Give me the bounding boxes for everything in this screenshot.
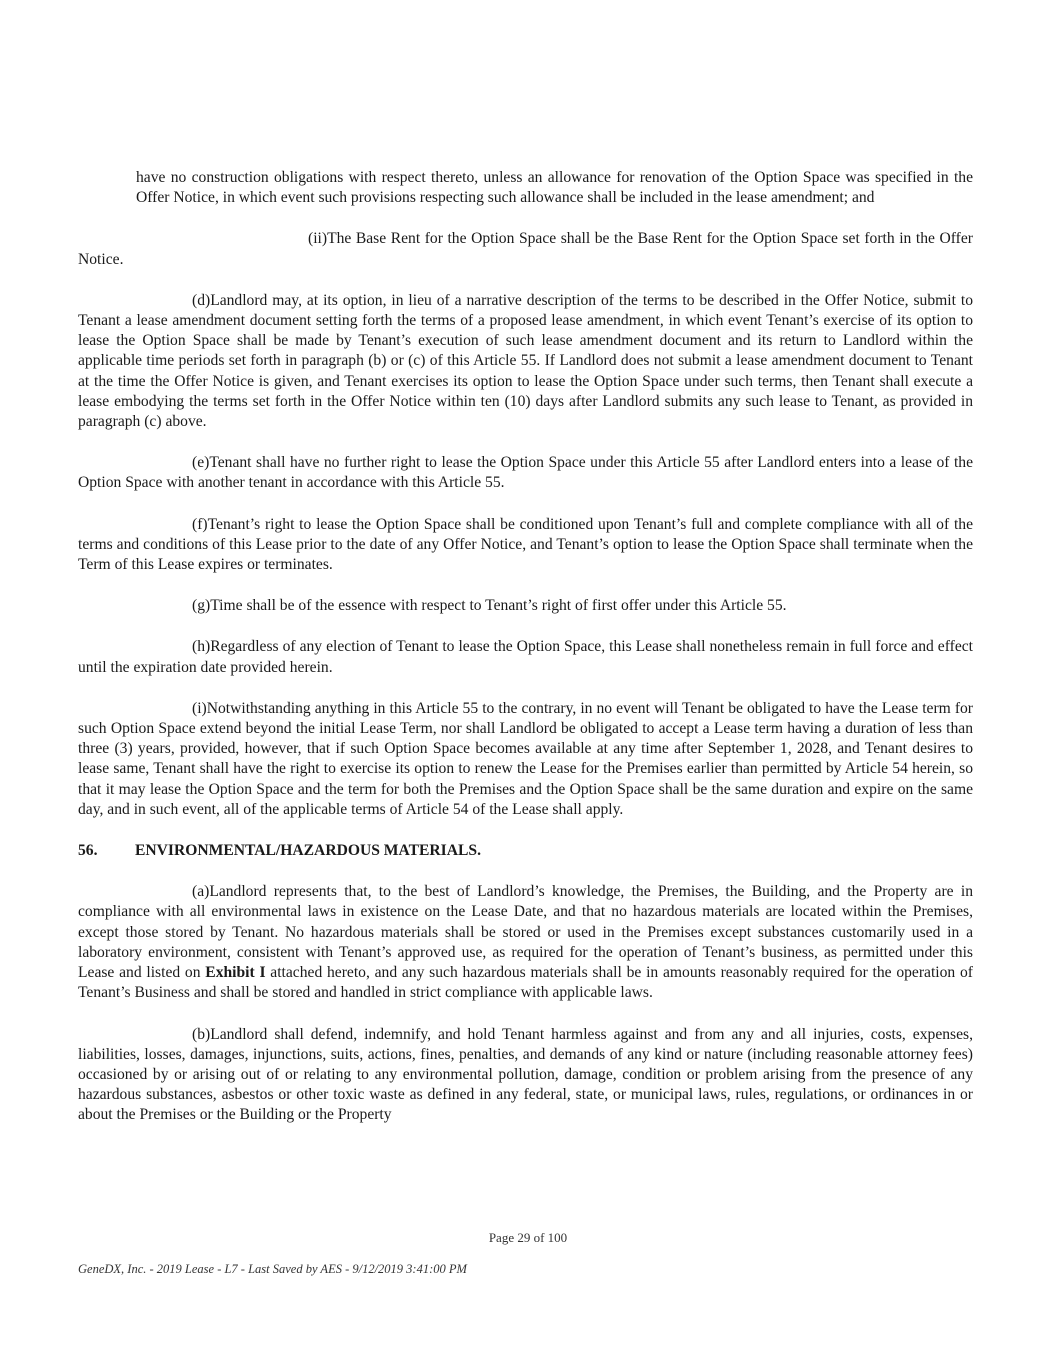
paragraph-text: Regardless of any election of Tenant to lease the Option Space, this Lease shall nonetheless remain in full force and effect until the expiration date provided herein.	[78, 638, 973, 676]
section-paragraph-b	[78, 1025, 973, 1126]
paragraph-label: (d)	[192, 291, 211, 309]
subparagraph-text: The Base Rent for the Option Space shall be the Base Rent for the Option Space set forth in the Offer Notice.	[78, 230, 973, 268]
section-heading	[78, 841, 973, 861]
paragraph-label: (i)	[192, 699, 207, 717]
document-footer: GeneDX, Inc. - 2019 Lease - L7 - Last Saved by AES - 9/12/2019 3:41:00 PM	[78, 1262, 467, 1276]
exhibit-reference: Exhibit I	[205, 964, 266, 982]
paragraph-h	[78, 637, 973, 677]
subparagraph-label: (ii)	[308, 230, 328, 248]
paragraph-text: Landlord may, at its option, in lieu of a narrative description of the terms to be described in the Offer Notice, submit to Tenant a lease amendment document setting forth the terms of a proposed lease amendment, in which event Tenant’s exercise of its option to lease the Option Space shall be made by Tenant’s execution of such lease amendment document and its return to Landlord within the applicable time periods set forth in paragraph (b) or (c) of this Article 55. If Landlord does not submit a lease amendment document to Tenant at the time the Offer Notice is given, and Tenant exercises its option to lease the Option Space under such terms, then Tenant shall execute a lease embodying the terms set forth in the Offer Notice within ten (10) days after Landlord submits any such lease to Tenant, as provided in paragraph (c) above.	[78, 291, 973, 431]
paragraph-text-before: Landlord represents that, to the best of Landlord’s knowledge, the Premises, the Building, and the Property are in compliance with all environmental laws in existence on the Lease Date, and that no hazardous materials are located within the Premises, except those stored by Tenant. No hazardous materials shall be stored or used in the Premises except substances customarily used in a laboratory environment, consistent with Tenant’s approved use, as required for the operation of Tenant’s business, as permitted under this Lease and listed on	[78, 883, 973, 982]
paragraph-label: (g)	[192, 597, 211, 615]
paragraph-text: Tenant’s right to lease the Option Space shall be conditioned upon Tenant’s full and complete compliance with all of the terms and conditions of this Lease prior to the date of any Offer Notice, and Tenant’s option to lease the Option Space shall terminate when the Term of this Lease expires or terminates.	[78, 515, 973, 574]
paragraph-label: (f)	[192, 515, 208, 533]
subparagraph-ii	[78, 229, 973, 269]
document-body	[78, 168, 973, 1147]
paragraph-text: Landlord shall defend, indemnify, and hold Tenant harmless against and from any and all injuries, costs, expenses, liabilities, losses, damages, injunctions, suits, actions, fines, penalties, and demands of any kind or nature (including reasonable attorney fees) occasioned by or arising out of or relating to any environmental pollution, damage, condition or problem arising from the presence of any hazardous substances, asbestos or other toxic waste as defined in any federal, state, or municipal laws, rules, regulations, or ordinances in or about the Premises or the Building or the Property	[78, 1025, 973, 1124]
section-title: ENVIRONMENTAL/HAZARDOUS MATERIALS.	[135, 842, 481, 860]
paragraph-label: (b)	[192, 1025, 211, 1043]
paragraph-text: Tenant shall have no further right to lease the Option Space under this Article 55 after Landlord enters into a lease of the Option Space with another tenant in accordance with this Article 55.	[78, 454, 973, 492]
paragraph-i	[78, 699, 973, 820]
paragraph-label: (a)	[192, 883, 210, 901]
paragraph-e	[78, 453, 973, 493]
page-number: Page 29 of 100	[488, 1230, 568, 1245]
paragraph-text-after: attached hereto, and any such hazardous materials shall be in amounts reasonably required for the operation of Tenant’s Business and shall be stored and handled in strict compliance with applicable laws.	[78, 964, 973, 1002]
paragraph-g	[78, 596, 973, 616]
paragraph-label: (e)	[192, 454, 210, 472]
paragraph-c-continuation: have no construction obligations with respect thereto, unless an allowance for renovation of the Option Space was specified in the Offer Notice, in which event such provisions respecting such allowance shall be included in the lease amendment; and	[136, 169, 973, 207]
section-paragraph-a	[78, 882, 973, 1003]
paragraph-f	[78, 515, 973, 576]
section-number: 56.	[78, 842, 98, 860]
paragraph-label: (h)	[192, 638, 211, 656]
paragraph-d	[78, 291, 973, 432]
paragraph-text: Time shall be of the essence with respect to Tenant’s right of first offer under this Article 55.	[210, 597, 787, 615]
paragraph-text: Notwithstanding anything in this Article 55 to the contrary, in no event will Tenant be obligated to have the Lease term for such Option Space extend beyond the initial Lease Term, nor shall Landlord be obligated to accept a Lease term having a duration of less than three (3) years, provided, however, that if such Option Space becomes available at any time after September 1, 2028, and Tenant desires to lease same, Tenant shall have the right to exercise its option to renew the Lease for the Premises earlier than permitted by Article 54 herein, so that it may lease the Option Space and the term for both the Premises and the Option Space shall be the same duration and expire on the same day, and in such event, all of the applicable terms of Article 54 of the Lease shall apply.	[78, 699, 973, 818]
